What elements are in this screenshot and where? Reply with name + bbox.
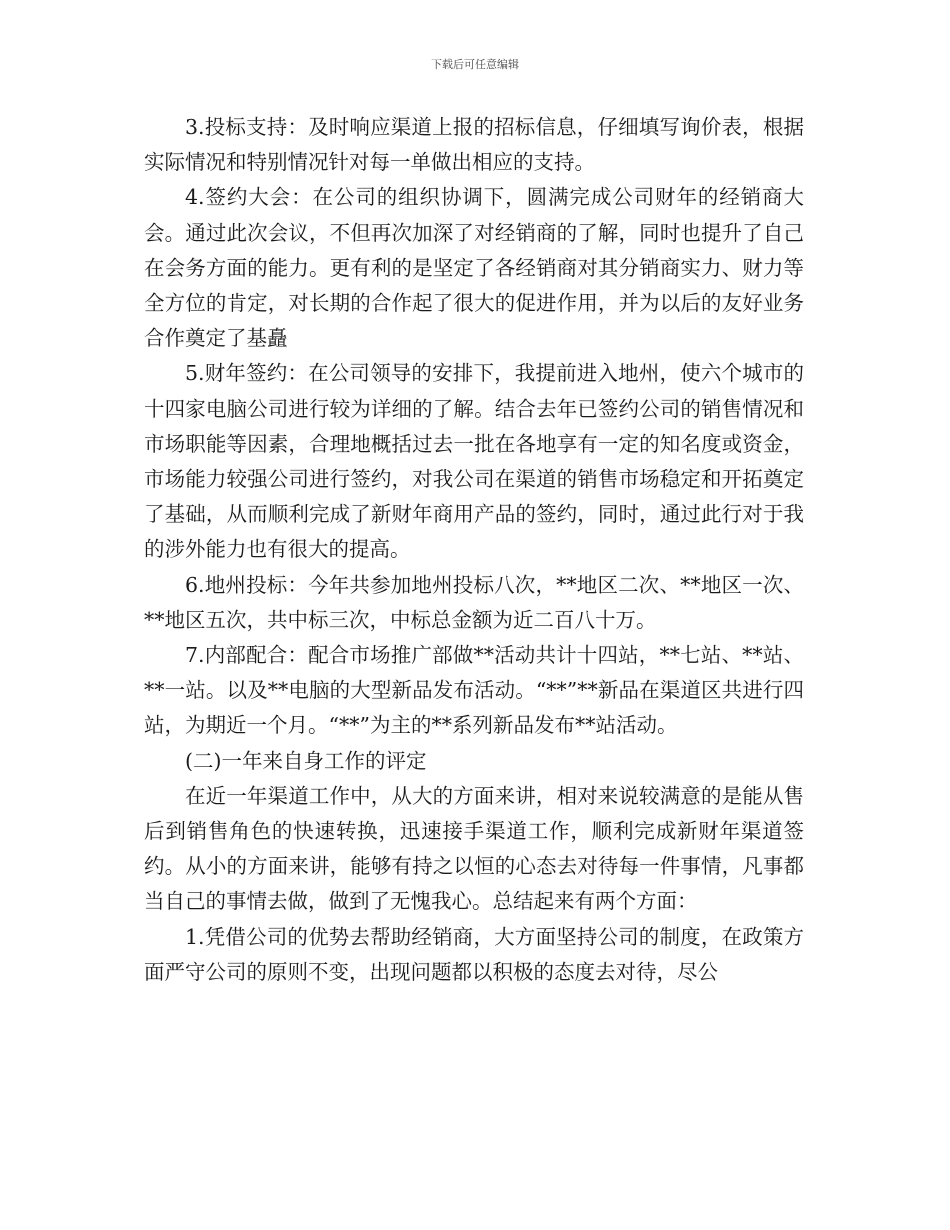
paragraph-internal-cooperation: 7.内部配合：配合市场推广部做**活动共计十四站，**七站、**站、**一站。以及**电脑的大型新品发布活动。“**”**新品在渠道区共进行四站，为期近一个月。“**”为主的**系列新品发布**站活动。 [144, 643, 804, 738]
paragraph-point-one: 1.凭借公司的优势去帮助经销商，大方面坚持公司的制度，在政策方面严守公司的原则不变，出现问题都以积极的态度去对待，尽公 [144, 924, 804, 984]
paragraph-signing-conference: 4.签约大会：在公司的组织协调下，圆满完成公司财年的经销商大会。通过此次会议，不但再次加深了对经销商的了解，同时也提升了自己在会务方面的能力。更有利的是坚定了各经销商对其分销商实力、财力等全方位的肯定，对长期的合作起了很大的促进作用，并为以后的友好业务合作奠定了基矗 [144, 185, 804, 351]
paragraph-fiscal-year-signing: 5.财年签约：在公司领导的安排下，我提前进入地州，使六个城市的十四家电脑公司进行较为详细的了解。结合去年已签约公司的销售情况和市场职能等因素，合理地概括过去一批在各地享有一定的知名度或资金，市场能力较强公司进行签约，对我公司在渠道的销售市场稳定和开拓奠定了基础，从而顺利完成了新财年商用产品的签约，同时，通过此行对于我的涉外能力也有很大的提高。 [144, 361, 804, 562]
page-header: 下载后可任意编辑 [431, 58, 519, 71]
paragraph-regional-bidding: 6.地州投标：今年共参加地州投标八次，**地区二次、**地区一次、**地区五次，共中标三次，中标总金额为近二百八十万。 [144, 572, 804, 632]
paragraph-self-evaluation: 在近一年渠道工作中，从大的方面来讲，相对来说较满意的是能从售后到销售角色的快速转换，迅速接手渠道工作，顺利完成新财年渠道签约。从小的方面来讲，能够有持之以恒的心态去对待每一件事情，凡事都当自己的事情去做，做到了无愧我心。总结起来有两个方面： [144, 783, 804, 914]
document-body [144, 110, 804, 990]
section-heading-self-evaluation: (二)一年来自身工作的评定 [185, 748, 427, 773]
paragraph-bid-support: 3.投标支持：及时响应渠道上报的招标信息，仔细填写询价表，根据实际情况和特别情况针对每一单做出相应的支持。 [144, 115, 804, 175]
